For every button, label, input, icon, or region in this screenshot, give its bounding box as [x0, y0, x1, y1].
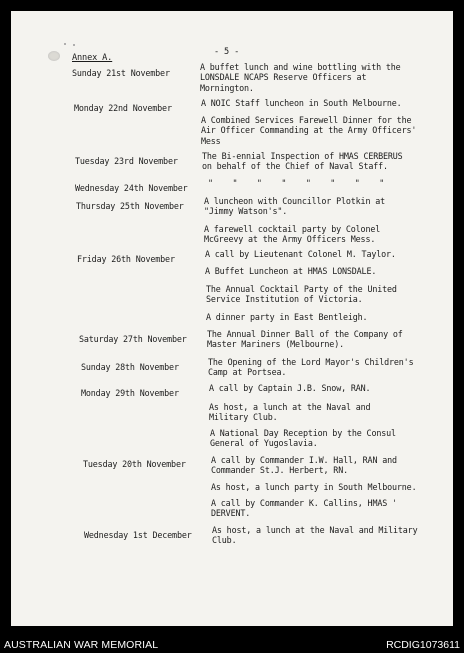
- entry-date: Wednesday 1st December: [84, 530, 192, 540]
- entry-event: A luncheon with Councillor Plotkin at "Jimmy Watson's".: [204, 196, 386, 217]
- entry-event: A call by Lieutenant Colonel M. Taylor.: [205, 249, 396, 259]
- document-page: [11, 11, 453, 626]
- entry-event: The Bi-ennial Inspection of HMAS CERBERUS on behalf of the Chief of Naval Staff.: [202, 151, 403, 172]
- entry-event: A dinner party in East Bentleigh.: [206, 312, 368, 322]
- entry-event: A call by Captain J.B. Snow, RAN.: [209, 383, 371, 393]
- page-number: - 5 -: [214, 47, 240, 57]
- entry-date: Wednesday 24th November: [75, 183, 188, 193]
- entry-date: Tuesday 20th November: [83, 459, 186, 469]
- entry-date: Monday 22nd November: [74, 103, 172, 113]
- archive-footer: [0, 634, 464, 653]
- entry-date: Sunday 21st November: [72, 68, 170, 78]
- entry-date: Saturday 27th November: [79, 334, 187, 344]
- entry-event: A buffet lunch and wine bottling with the LONSDALE NCAPS Reserve Officers at Mornington.: [200, 62, 401, 93]
- punch-hole: [48, 51, 60, 61]
- entry-event: " " " " " " " ": [208, 178, 385, 188]
- entry-event: The Annual Dinner Ball of the Company of Master Mariners (Melbourne).: [207, 329, 403, 350]
- entry-event: A Combined Services Farewell Dinner for the Air Officer Commanding at the Army Officers' Mess: [201, 115, 417, 146]
- entry-event: The Annual Cocktail Party of the United Service Institution of Victoria.: [206, 284, 397, 305]
- institution-name: AUSTRALIAN WAR MEMORIAL: [4, 639, 159, 651]
- entry-event: As host, a lunch at the Naval and Military Club.: [209, 402, 371, 423]
- entry-event: A Buffet Luncheon at HMAS LONSDALE.: [205, 266, 377, 276]
- entry-event: A NOIC Staff luncheon in South Melbourne.: [201, 98, 402, 108]
- entry-event: A call by Commander I.W. Hall, RAN and Commander St.J. Herbert, RN.: [211, 455, 397, 476]
- entry-date: Monday 29th November: [81, 388, 179, 398]
- entry-date: Thursday 25th November: [76, 201, 184, 211]
- entry-event: As host, a lunch at the Naval and Military Club.: [212, 525, 418, 546]
- record-reference: RCDIG1073611: [386, 639, 460, 651]
- entry-event: A farewell cocktail party by Colonel McGreevy at the Army Officers Mess.: [204, 224, 381, 245]
- paper-speck: [64, 43, 66, 45]
- entry-event: The Opening of the Lord Mayor's Children's Camp at Portsea.: [208, 357, 414, 378]
- entry-event: A call by Commander K. Callins, HMAS ' DERVENT.: [211, 498, 397, 519]
- entry-event: As host, a lunch party in South Melbourne.: [211, 482, 417, 492]
- entry-date: Friday 26th November: [77, 254, 175, 264]
- annex-label: Annex A.: [72, 53, 113, 63]
- entry-date: Tuesday 23rd November: [75, 156, 178, 166]
- entry-date: Sunday 28th November: [81, 362, 179, 372]
- paper-speck: [73, 44, 75, 46]
- entry-event: A National Day Reception by the Consul General of Yugoslavia.: [210, 428, 396, 449]
